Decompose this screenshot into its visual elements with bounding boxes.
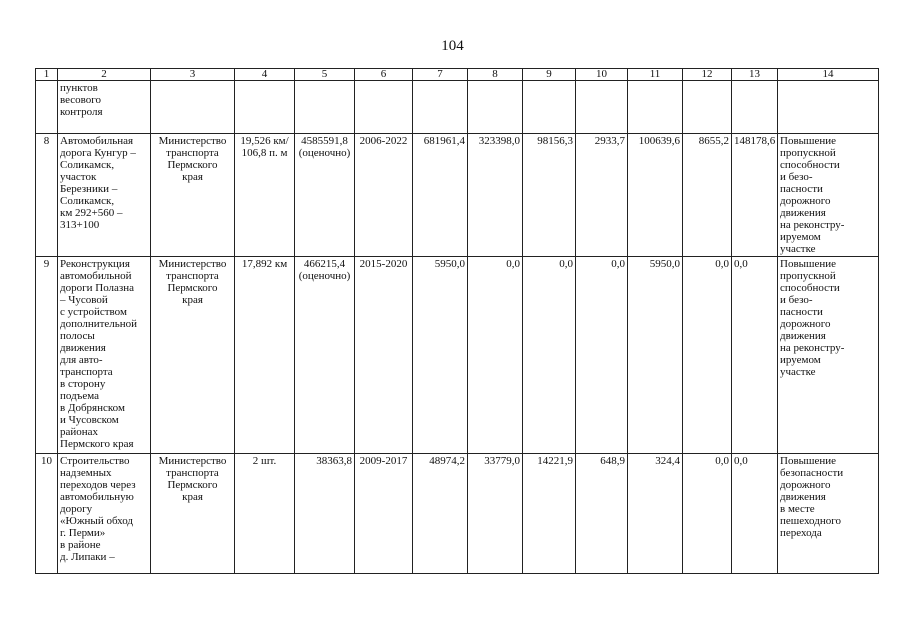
- funding-value: 98156,3: [523, 134, 576, 257]
- funding-value: 0,0: [523, 257, 576, 454]
- funding-value: 648,9: [576, 454, 628, 574]
- object-name: Реконструкция автомобильной дороги Полазна – Чусовой с устройством дополнительной полосы движения для авто- транспорта в сторону подъема в Добрянском и Чусовском районах Пермского края: [58, 257, 151, 454]
- capacity: [235, 81, 295, 134]
- funding-value: 8655,2: [683, 134, 732, 257]
- object-name: Автомобильная дорога Кунгур – Соликамск, участок Березники – Соликамск, км 292+560 – 313+100: [58, 134, 151, 257]
- responsible-org: [151, 81, 235, 134]
- table-row: [36, 81, 879, 134]
- table-row: [36, 454, 879, 574]
- responsible-org: Министерство транспорта Пермского края: [151, 134, 235, 257]
- capacity: 2 шт.: [235, 454, 295, 574]
- funding-value: [628, 81, 683, 134]
- row-number: 9: [36, 257, 58, 454]
- column-header: 7: [413, 69, 468, 81]
- column-header: 8: [468, 69, 523, 81]
- column-header: 4: [235, 69, 295, 81]
- total-funding: 5950,0: [413, 257, 468, 454]
- funding-value: 5950,0: [628, 257, 683, 454]
- funding-value: [468, 81, 523, 134]
- column-header: 6: [355, 69, 413, 81]
- row-number: 10: [36, 454, 58, 574]
- expected-result: Повышение пропускной способности и безо- пасности дорожного движения на реконстру- ируемом участке: [778, 134, 879, 257]
- column-header: 11: [628, 69, 683, 81]
- object-name: пунктов весового контроля: [58, 81, 151, 134]
- capacity: 19,526 км/ 106,8 п. м: [235, 134, 295, 257]
- column-header: 5: [295, 69, 355, 81]
- column-header: 1: [36, 69, 58, 81]
- estimated-cost: [295, 81, 355, 134]
- total-funding: [413, 81, 468, 134]
- period: 2009-2017: [355, 454, 413, 574]
- responsible-org: Министерство транспорта Пермского края: [151, 454, 235, 574]
- responsible-org: Министерство транспорта Пермского края: [151, 257, 235, 454]
- column-header: 12: [683, 69, 732, 81]
- row-number: 8: [36, 134, 58, 257]
- column-header: 2: [58, 69, 151, 81]
- column-header: 14: [778, 69, 879, 81]
- object-name: Строительство надземных переходов через автомобильную дорогу «Южный обход г. Перми» в районе д. Липаки –: [58, 454, 151, 574]
- funding-value: 324,4: [628, 454, 683, 574]
- expected-result: [778, 81, 879, 134]
- estimated-cost: 4585591,8 (оценочно): [295, 134, 355, 257]
- estimated-cost: 38363,8: [295, 454, 355, 574]
- total-funding: 681961,4: [413, 134, 468, 257]
- funding-value: [683, 81, 732, 134]
- funding-value: 14221,9: [523, 454, 576, 574]
- funding-value: 0,0: [468, 257, 523, 454]
- funding-value: 0,0: [732, 257, 778, 454]
- row-number: [36, 81, 58, 134]
- period: 2006-2022: [355, 134, 413, 257]
- funding-value: 0,0: [732, 454, 778, 574]
- funding-value: [732, 81, 778, 134]
- expected-result: Повышение пропускной способности и безо- пасности дорожного движения на реконстру- ируемом участке: [778, 257, 879, 454]
- table-row: [36, 257, 879, 454]
- page-number: 104: [441, 38, 464, 54]
- funding-value: 148178,6: [732, 134, 778, 257]
- funding-value: [576, 81, 628, 134]
- estimated-cost: 466215,4 (оценочно): [295, 257, 355, 454]
- funding-value: 2933,7: [576, 134, 628, 257]
- column-header: 10: [576, 69, 628, 81]
- funding-value: 33779,0: [468, 454, 523, 574]
- period: [355, 81, 413, 134]
- table-row: [36, 134, 879, 257]
- total-funding: 48974,2: [413, 454, 468, 574]
- funding-value: 323398,0: [468, 134, 523, 257]
- expected-result: Повышение безопасности дорожного движения в месте пешеходного перехода: [778, 454, 879, 574]
- column-header: 13: [732, 69, 778, 81]
- column-header: 9: [523, 69, 576, 81]
- capacity: 17,892 км: [235, 257, 295, 454]
- funding-value: 0,0: [683, 257, 732, 454]
- program-table: [35, 68, 879, 574]
- period: 2015-2020: [355, 257, 413, 454]
- funding-value: 100639,6: [628, 134, 683, 257]
- funding-value: [523, 81, 576, 134]
- column-header: 3: [151, 69, 235, 81]
- funding-value: 0,0: [683, 454, 732, 574]
- column-header-row: [36, 69, 879, 81]
- funding-value: 0,0: [576, 257, 628, 454]
